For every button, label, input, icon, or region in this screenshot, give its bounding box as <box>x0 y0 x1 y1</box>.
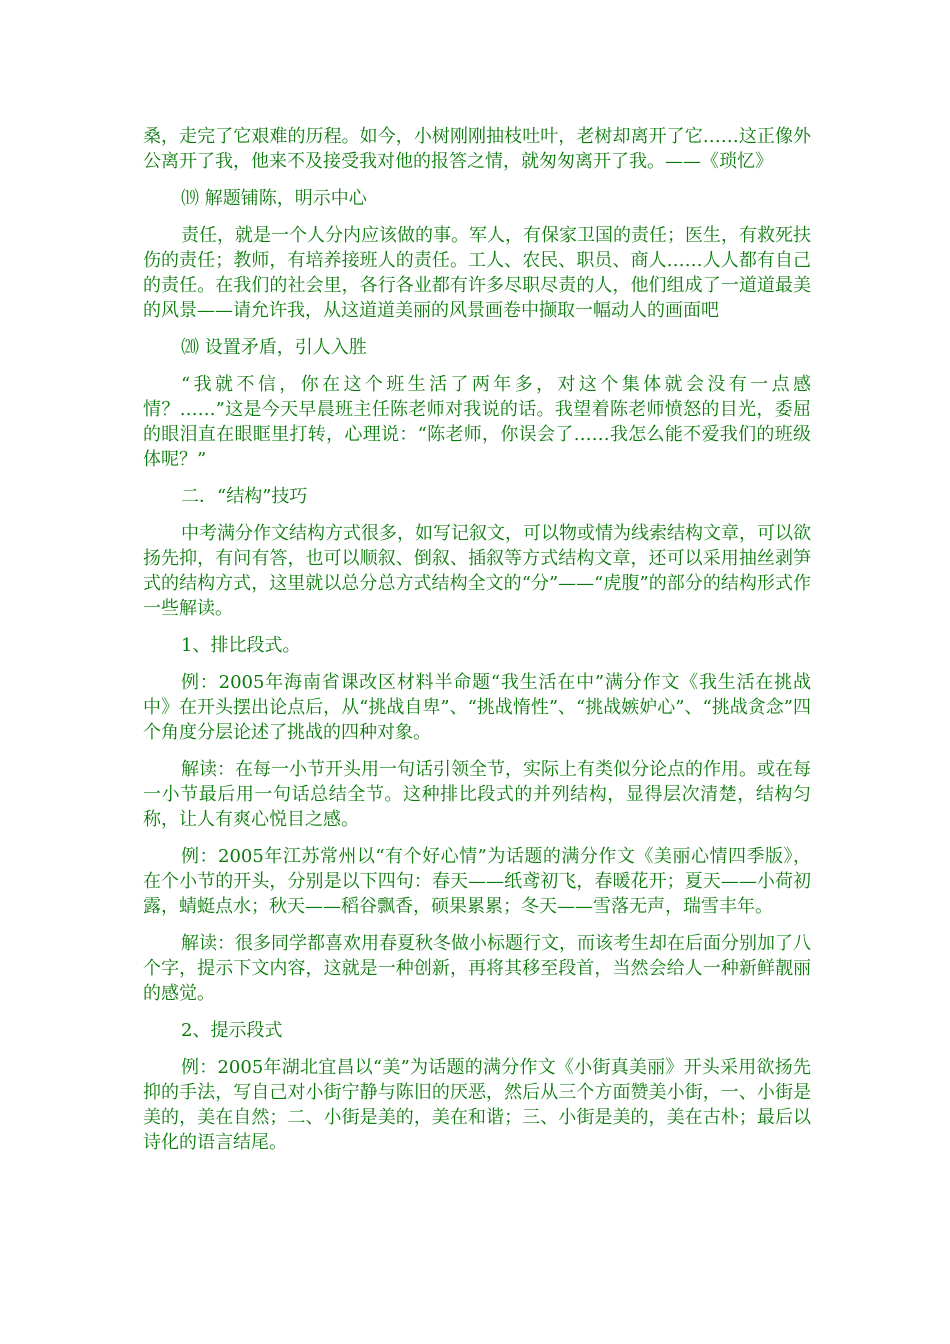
paragraph-structure-intro: 中考满分作文结构方式很多，如写记叙文，可以物或情为线索结构文章，可以欲扬先抑，有问有答，也可以顺叙、倒叙、插叙等方式结构文章，还可以采用抽丝剥笋式的结构方式，这里就以总分总方式结构全文的“分”——“虎腹”的部分的结构形式作一些解读。 <box>143 523 811 619</box>
subheading-hint: 2、提示段式 <box>181 1020 283 1041</box>
subheading-parallel: 1、排比段式。 <box>181 635 301 656</box>
paragraph-continuation: 桑，走完了它艰难的历程。如今，小树刚刚抽枝吐叶，老树却离开了它……这正像外公离开了我，他来不及接受我对他的报答之情，就匆匆离开了我。——《琐忆》 <box>143 126 811 172</box>
subheading-20: ⒇ 设置矛盾，引人入胜 <box>181 337 367 358</box>
paragraph-interpretation-1: 解读：在每一小节开头用一句话引领全节，实际上有类似分论点的作用。或在每一小节最后用一句话总结全节。这种排比段式的并列结构，显得层次清楚，结构匀称，让人有爽心悦目之感。 <box>143 759 811 830</box>
section-heading-structure: 二．“结构”技巧 <box>181 486 308 507</box>
paragraph-responsibility: 责任，就是一个人分内应该做的事。军人，有保家卫国的责任；医生，有救死扶伤的责任；教师，有培养接班人的责任。工人、农民、职员、商人……人人都有自己的责任。在我们的社会里，各行各业都有许多尽职尽责的人，他们组成了一道道最美的风景——请允许我，从这道道美丽的风景画卷中撷取一幅动人的画面吧 <box>143 225 811 321</box>
paragraph-example-hainan: 例：2005年海南省课改区材料半命题“我生活在中”满分作文《我生活在挑战中》在开头摆出论点后，从“挑战自卑”、“挑战惰性”、“挑战嫉妒心”、“挑战贪念”四个角度分层论述了挑战的四种对象。 <box>143 672 811 743</box>
document-page <box>143 124 811 1167</box>
paragraph-interpretation-2: 解读：很多同学都喜欢用春夏秋冬做小标题行文，而该考生却在后面分别加了八个字，提示下文内容，这就是一种创新，再将其移至段首，当然会给人一种新鲜靓丽的感觉。 <box>143 933 811 1004</box>
paragraph-example-changzhou: 例：2005年江苏常州以“有个好心情”为话题的满分作文《美丽心情四季版》，在个小节的开头，分别是以下四句：春天——纸鸢初飞，春暖花开；夏天——小荷初露，蜻蜓点水；秋天——稻谷飘香，硕果累累；冬天——雪落无声，瑞雪丰年。 <box>143 846 811 917</box>
subheading-19: ⒆ 解题铺陈，明示中心 <box>181 188 367 209</box>
paragraph-example-yichang: 例：2005年湖北宜昌以“美”为话题的满分作文《小街真美丽》开头采用欲扬先抑的手法，写自己对小街宁静与陈旧的厌恶，然后从三个方面赞美小街，一、小街是美的，美在自然；二、小街是美的，美在和谐；三、小街是美的，美在古朴；最后以诗化的语言结尾。 <box>143 1057 811 1153</box>
paragraph-dialogue: “我就不信，你在这个班生活了两年多，对这个集体就会没有一点感情？……”这是今天早晨班主任陈老师对我说的话。我望着陈老师愤怒的目光，委屈的眼泪直在眼眶里打转，心理说：“陈老师，你误会了……我怎么能不爱我们的班级体呢？” <box>143 374 811 470</box>
